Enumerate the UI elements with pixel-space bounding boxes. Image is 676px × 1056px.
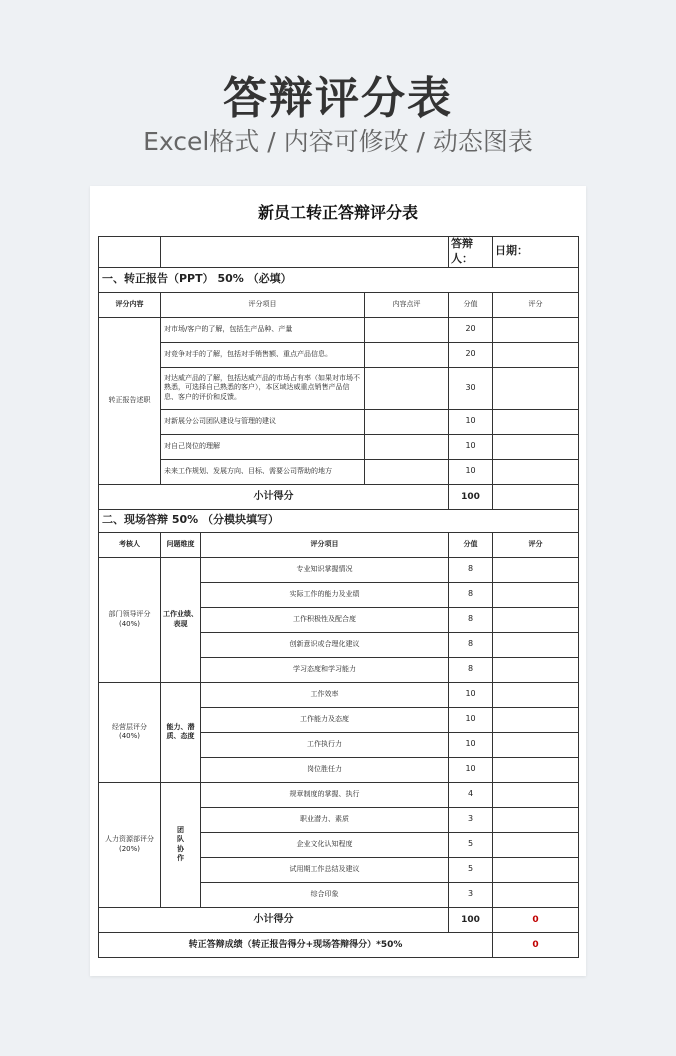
rating-cell[interactable] [493,632,579,657]
item-text: 规章制度的掌握、执行 [201,782,449,807]
rating-cell[interactable] [493,757,579,782]
rating-cell[interactable] [493,317,579,342]
section2-heading: 二、现场答辩 50% （分模块填写） [99,509,579,532]
section1-subtotal-points: 100 [449,484,493,509]
item-text: 学习态度和学习能力 [201,657,449,682]
col-header-points: 分值 [449,292,493,317]
rating-cell[interactable] [493,367,579,409]
rating-cell[interactable] [493,657,579,682]
date-label: 日期： [493,237,579,268]
col-header-comment: 内容点评 [365,292,449,317]
item-text: 对竞争对手的了解，包括对手销售额、重点产品信息。 [161,342,365,367]
item-text: 工作能力及态度 [201,707,449,732]
item-points: 8 [449,557,493,582]
rating-cell[interactable] [493,682,579,707]
item-text: 综合印象 [201,882,449,907]
section1-subtotal-label: 小计得分 [99,484,449,509]
rating-cell[interactable] [493,732,579,757]
score-sheet [90,186,586,976]
meta-blank-wide-cell [161,237,449,268]
comment-cell[interactable] [365,459,449,484]
section2-subtotal-points: 100 [449,907,493,932]
rating-cell[interactable] [493,459,579,484]
item-text: 工作执行力 [201,732,449,757]
item-text: 专业知识掌握情况 [201,557,449,582]
item-points: 30 [449,367,493,409]
section1-subtotal-rating[interactable] [493,484,579,509]
sheet-title: 新员工转正答辩评分表 [257,203,418,222]
dimension-ability: 能力、潜质、态度 [161,682,201,782]
table-row [99,557,579,582]
item-text: 对新展分公司团队建设与管理的建议 [161,409,365,434]
item-points: 3 [449,882,493,907]
item-points: 5 [449,832,493,857]
table-row [99,367,579,409]
item-points: 10 [449,732,493,757]
item-text: 工作效率 [201,682,449,707]
item-points: 10 [449,409,493,434]
table-row [99,682,579,707]
section2-heading-row [99,509,579,532]
item-text: 工作积极性及配合度 [201,607,449,632]
meta-row [99,237,579,268]
table-row [99,342,579,367]
item-text: 对达威产品的了解，包括达威产品的市场占有率（如果对市场不熟悉，可选择自己熟悉的客户），本区域达威重点销售产品信息、客户的评价和反馈。 [161,367,365,409]
rating-cell[interactable] [493,342,579,367]
item-points: 5 [449,857,493,882]
respondent-label: 答辩人： [449,237,493,268]
table-row [99,782,579,807]
item-text: 未来工作规划、发展方向、目标、需要公司帮助的地方 [161,459,365,484]
item-points: 8 [449,632,493,657]
rating-cell[interactable] [493,857,579,882]
item-text: 对市场/客户的了解，包括生产品种、产量 [161,317,365,342]
final-score-result: 0 [493,932,579,957]
section1-category: 转正报告述职 [99,317,161,484]
rating-cell[interactable] [493,434,579,459]
comment-cell[interactable] [365,317,449,342]
col-header-item: 评分项目 [161,292,365,317]
item-points: 8 [449,582,493,607]
rating-cell[interactable] [493,882,579,907]
item-points: 20 [449,317,493,342]
item-text: 对自己岗位的理解 [161,434,365,459]
rating-cell[interactable] [493,832,579,857]
item-text: 职业潜力、素质 [201,807,449,832]
rating-cell[interactable] [493,409,579,434]
item-points: 10 [449,459,493,484]
comment-cell[interactable] [365,367,449,409]
rating-cell[interactable] [493,607,579,632]
rating-cell[interactable] [493,582,579,607]
final-score-row [99,932,579,957]
banner-subtitle: Excel格式 / 内容可修改 / 动态图表 [143,127,533,156]
section2-subtotal-result: 0 [493,907,579,932]
item-points: 10 [449,434,493,459]
assessor-dept-leader: 部门领导评分 (40%) [99,557,161,682]
col-header-item: 评分项目 [201,532,449,557]
rating-cell[interactable] [493,782,579,807]
col-header-content: 评分内容 [99,292,161,317]
item-points: 10 [449,707,493,732]
item-points: 8 [449,607,493,632]
table-row [99,434,579,459]
final-score-label: 转正答辩成绩（转正报告得分+现场答辩得分）*50% [99,932,493,957]
rating-cell[interactable] [493,557,579,582]
item-text: 创新意识或合理化建议 [201,632,449,657]
item-points: 10 [449,757,493,782]
dimension-teamwork: 团 队 协 作 [161,782,201,907]
rating-cell[interactable] [493,707,579,732]
score-table [98,236,579,958]
assessor-hr: 人力资源部评分 (20%) [99,782,161,907]
col-header-assessor: 考核人 [99,532,161,557]
item-points: 20 [449,342,493,367]
section2-subtotal-label: 小计得分 [99,907,449,932]
meta-blank-cell [99,237,161,268]
comment-cell[interactable] [365,342,449,367]
section1-subtotal-row [99,484,579,509]
section2-subtotal-row [99,907,579,932]
item-text: 试用期工作总结及建议 [201,857,449,882]
section1-heading: 一、转正报告（PPT） 50% （必填） [99,267,579,292]
col-header-points: 分值 [449,532,493,557]
rating-cell[interactable] [493,807,579,832]
item-text: 岗位胜任力 [201,757,449,782]
item-points: 4 [449,782,493,807]
comment-cell[interactable] [365,409,449,434]
item-text: 实际工作的能力及业绩 [201,582,449,607]
banner-title: 答辩评分表 [223,73,453,124]
comment-cell[interactable] [365,434,449,459]
table-row [99,317,579,342]
dimension-performance: 工作业绩、表现 [161,557,201,682]
col-header-rating: 评分 [493,292,579,317]
section1-header-row [99,292,579,317]
assessor-management: 经营层评分 (40%) [99,682,161,782]
table-row [99,459,579,484]
item-text: 企业文化认知程度 [201,832,449,857]
table-row [99,409,579,434]
col-header-dimension: 问题维度 [161,532,201,557]
col-header-rating: 评分 [493,532,579,557]
item-points: 10 [449,682,493,707]
section1-heading-row [99,267,579,292]
item-points: 3 [449,807,493,832]
item-points: 8 [449,657,493,682]
section2-header-row [99,532,579,557]
